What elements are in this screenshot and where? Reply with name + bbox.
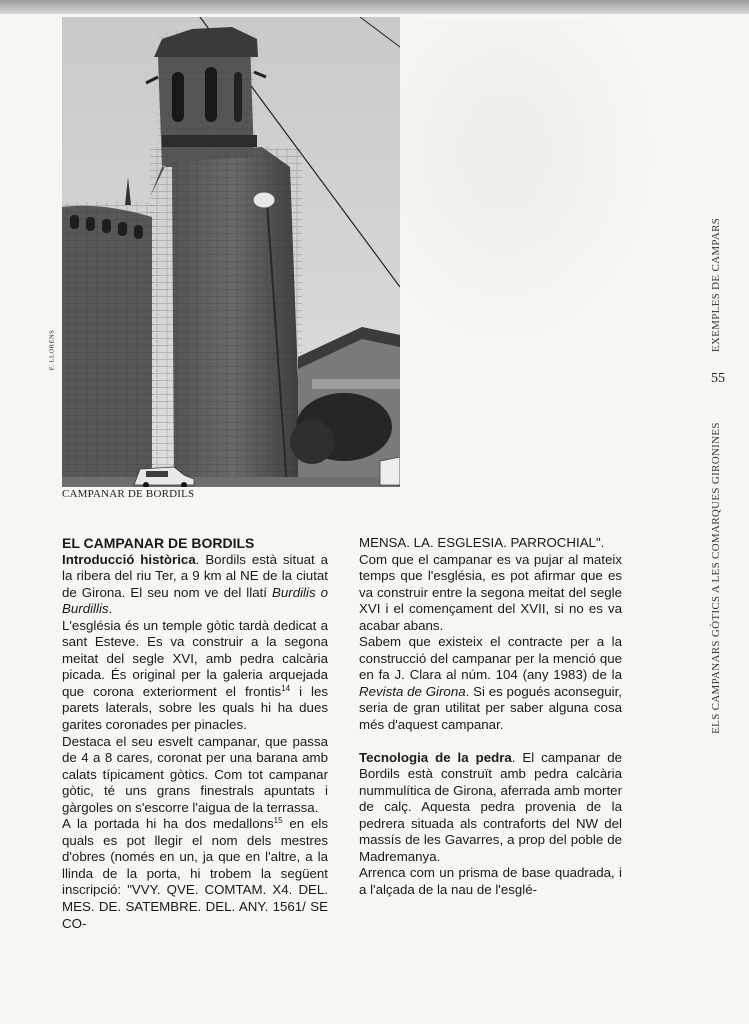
page-number: 55 bbox=[711, 371, 725, 386]
running-head-book: ELS CAMPANARS GÒTICS A LES COMARQUES GIRONINES bbox=[710, 422, 722, 734]
page-bleed-through bbox=[400, 20, 660, 350]
paragraph bbox=[359, 750, 622, 866]
footnote-ref: 15 bbox=[273, 816, 283, 826]
body-text: . Si es pogués aconseguir, seria de gran utilitat per saber alguna cosa més d'aquest campanar. bbox=[359, 683, 622, 733]
section-gap bbox=[359, 734, 622, 750]
paragraph: MENSA. LA. ESGLESIA. PARROCHIAL". bbox=[359, 535, 605, 550]
footnote-ref: 14 bbox=[281, 683, 291, 693]
photo-credit: F. LLORENS bbox=[48, 329, 56, 371]
article-title: EL CAMPANAR DE BORDILS bbox=[62, 535, 255, 551]
bell-tower-photo bbox=[62, 17, 400, 487]
latin-name: Burdilis o Burdillis bbox=[62, 584, 329, 617]
body-text: . bbox=[108, 601, 113, 617]
photo-caption: CAMPANAR DE BORDILS bbox=[62, 488, 195, 500]
section-heading: Tecnologia de la pedra bbox=[359, 749, 512, 765]
text-column-left bbox=[62, 535, 328, 932]
journal-title: Revista de Girona bbox=[359, 683, 466, 699]
body-text: en els quals es pot llegir el nom dels mestres d'obres (només en un, ja que en l'altre, a la llinda de la porta, hi trobem la següent inscripció: "VVY. QVE. COMTAM. X4. DEL. MES. DE. SATEMBRE. DEL. ANY. 1561/ SE CO- bbox=[62, 816, 328, 931]
paragraph bbox=[62, 552, 328, 618]
body-text: . El campanar de Bordils està construït amb pedra calcària nummulítica de Girona, aferrada amb morter de calç. Aquesta pedra provenia de la pedrera situada als contraforts del NW del massís de les Gavarres, a prop del poble de Madremanya. bbox=[359, 749, 622, 864]
body-text: A la portada hi ha dos medallons bbox=[62, 816, 274, 832]
scan-top-edge bbox=[0, 0, 749, 14]
paragraph bbox=[359, 634, 622, 733]
paragraph: Arrenca com un prisma de base quadrada, i a l'alçada de la nau de l'esglé- bbox=[359, 865, 622, 897]
body-text: Sabem que existeix el contracte per a la construcció del campanar per la menció que en fa J. Clara al núm. 104 (any 1983) de la bbox=[359, 634, 622, 683]
body-text: L'església és un temple gòtic tardà dedicat a sant Esteve. Es va construir a la segona meitat del segle XVI, amb pedra calcària picada. És original per la galeria arquejada que corona exteriorment el frontis bbox=[62, 617, 328, 699]
text-column-right bbox=[359, 535, 622, 898]
running-head-chapter: EXEMPLES DE CAMPARS bbox=[710, 217, 722, 353]
paragraph bbox=[62, 816, 328, 932]
body-text: . Bordils està situat a la ribera del riu Ter, a 9 km al NE de la ciutat de Girona. El seu nom ve del llatí bbox=[62, 551, 328, 600]
section-heading: Introducció històrica bbox=[62, 551, 196, 567]
body-text: i les parets laterals, sobre les quals hi ha dues garites coronades per pinacles. bbox=[62, 683, 329, 733]
paragraph bbox=[62, 618, 328, 734]
paragraph: Com que el campanar es va pujar al mateix temps que l'església, es pot afirmar que es va construir entre la segona meitat del segle XVI i el començament del XVII, si no es va acabar abans. bbox=[359, 551, 622, 633]
paragraph: Destaca el seu esvelt campanar, que passa de 4 a 8 cares, coronat per una barana amb calats típicament gòtics. Com tot campanar gòtic, té uns grans finestrals apuntats i gàrgoles on s'escorre l'aigua de la terrassa. bbox=[62, 733, 328, 815]
